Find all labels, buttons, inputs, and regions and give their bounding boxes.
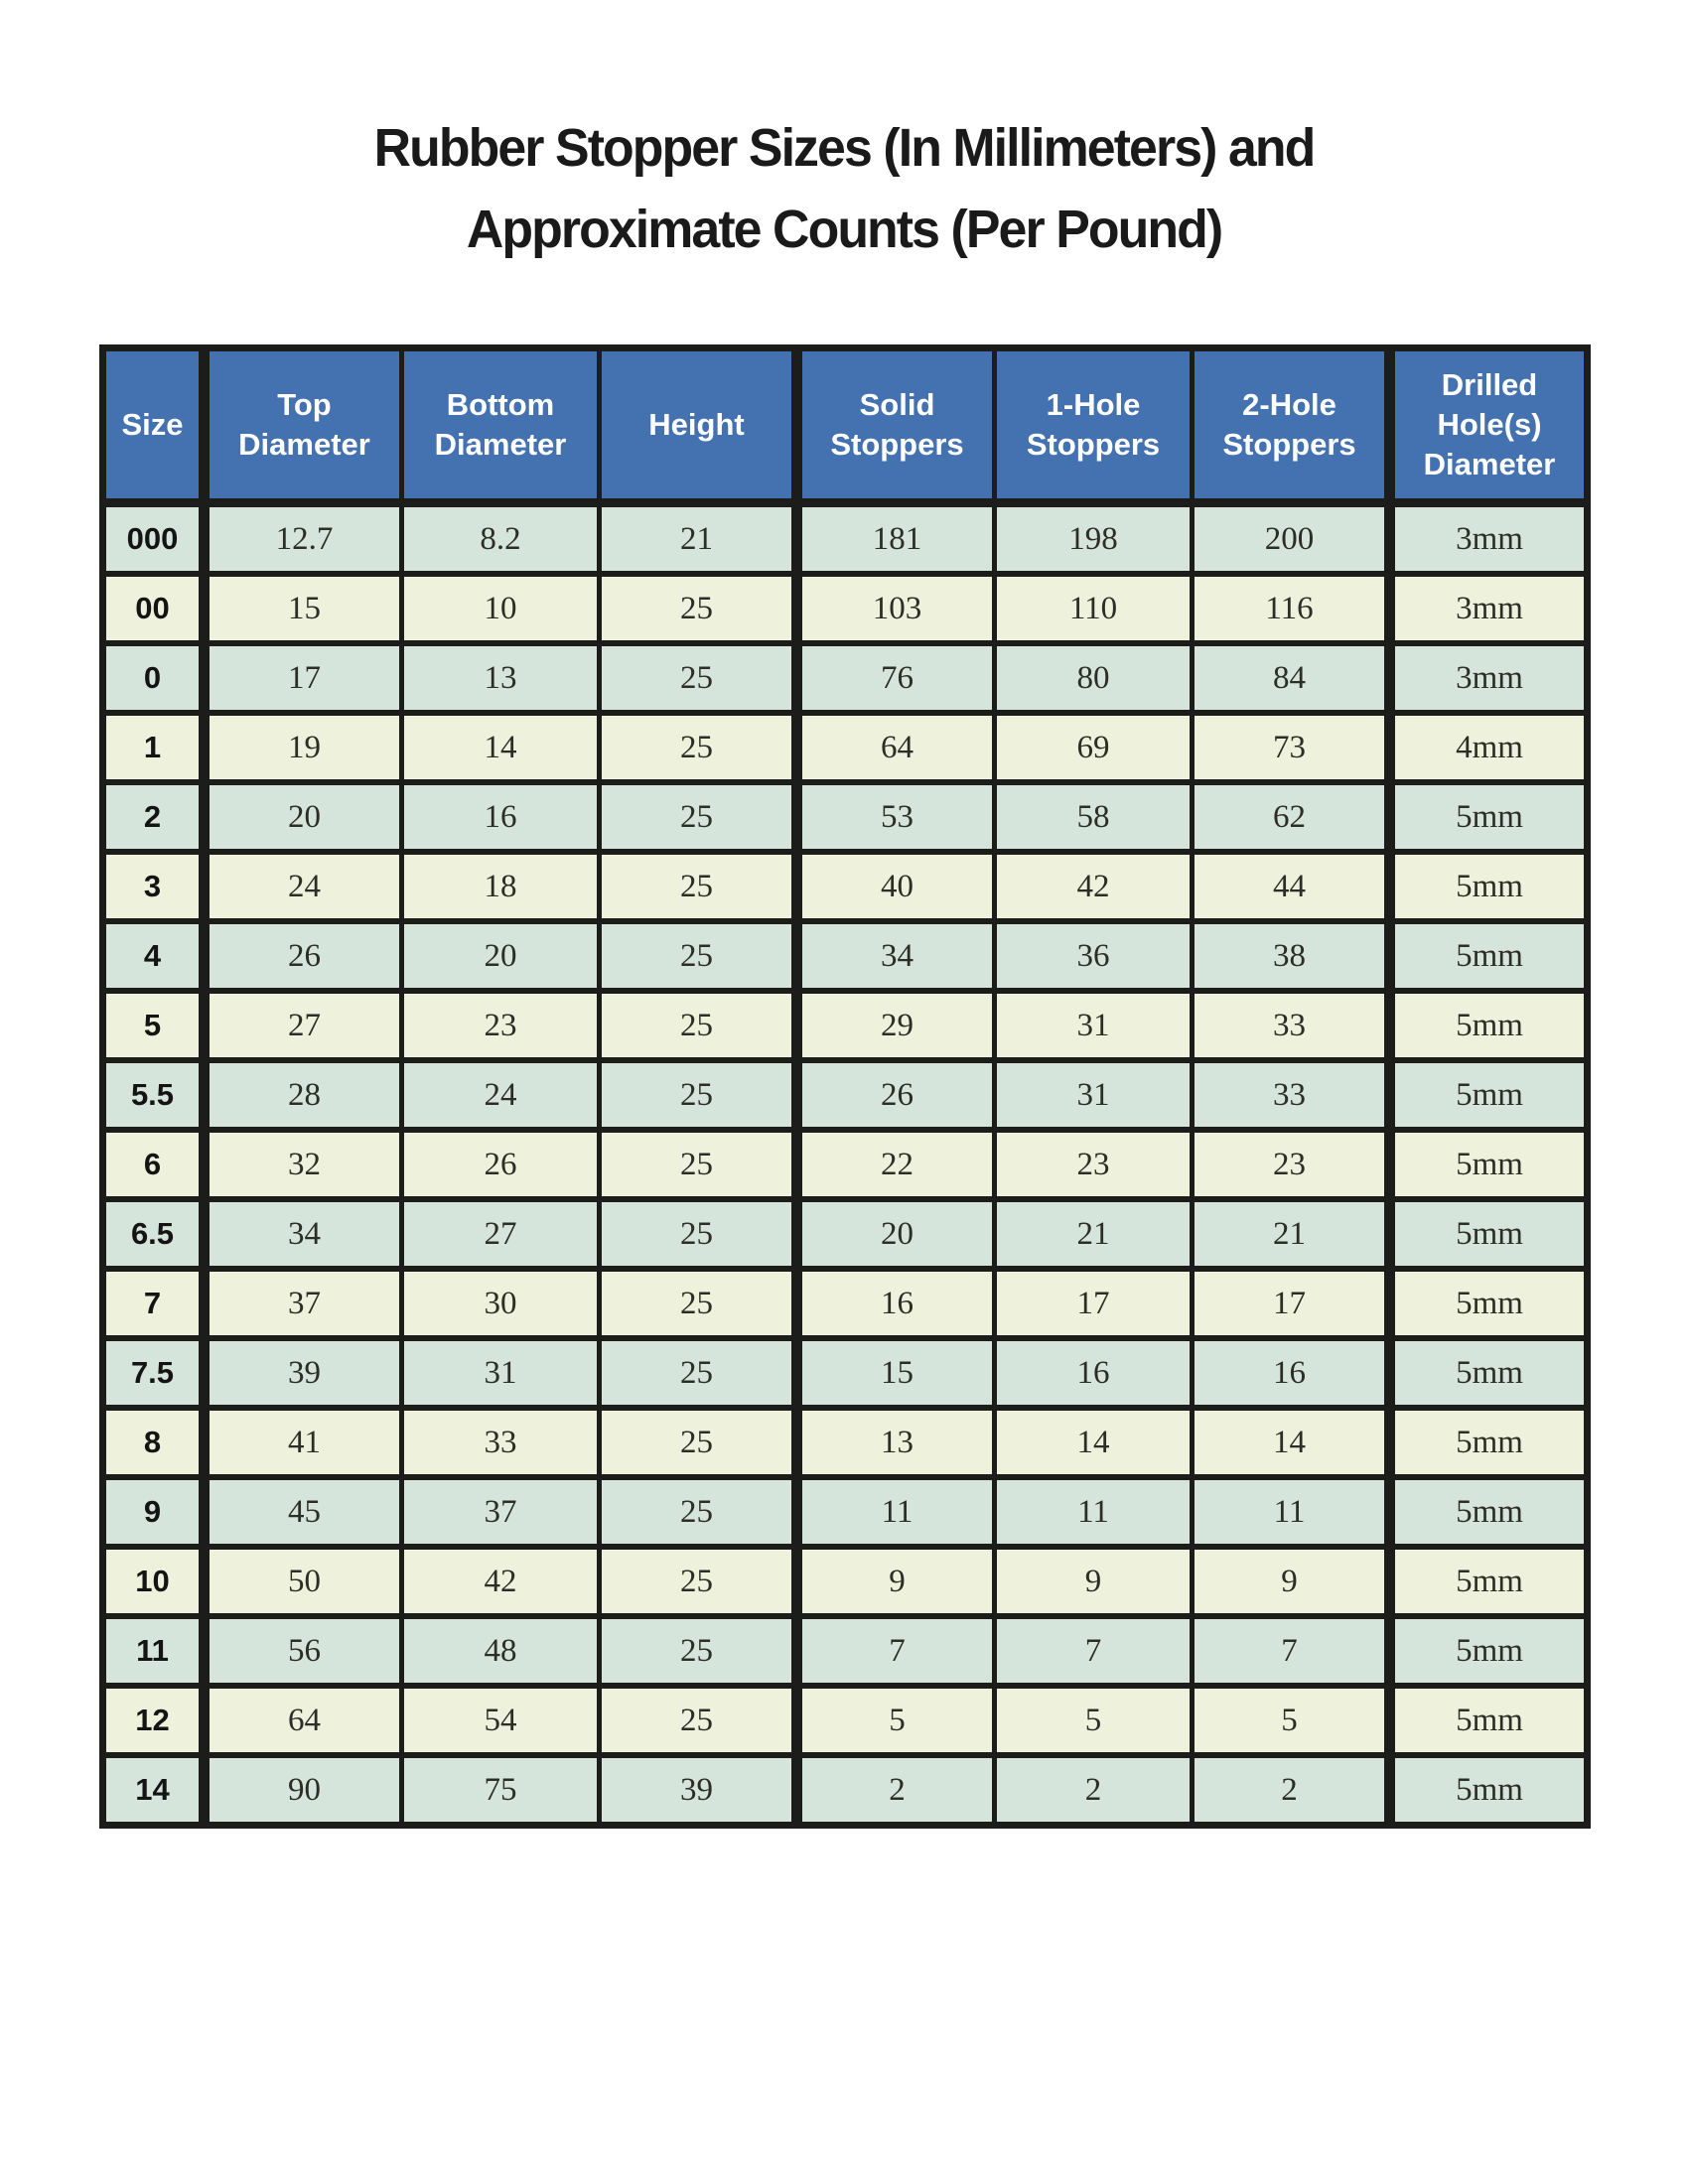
cell-two-hole-stoppers: 116 [1193, 574, 1390, 643]
cell-height: 25 [600, 1686, 797, 1755]
cell-one-hole-stoppers: 2 [995, 1755, 1193, 1826]
cell-top-diameter: 19 [205, 713, 402, 782]
cell-bottom-diameter: 14 [402, 713, 600, 782]
cell-one-hole-stoppers: 23 [995, 1130, 1193, 1199]
table-row [103, 1547, 1588, 1616]
cell-top-diameter: 90 [205, 1755, 402, 1826]
cell-solid-stoppers: 22 [797, 1130, 995, 1199]
cell-two-hole-stoppers: 11 [1193, 1477, 1390, 1547]
cell-solid-stoppers: 9 [797, 1547, 995, 1616]
table-row [103, 991, 1588, 1060]
cell-height: 25 [600, 1477, 797, 1547]
table-row [103, 643, 1588, 713]
cell-size: 12 [103, 1686, 205, 1755]
page-title-line-2: Approximate Counts (Per Pound) [466, 200, 1222, 259]
column-header-drilled-diameter: Drilled Hole(s) Diameter [1390, 348, 1588, 503]
cell-top-diameter: 17 [205, 643, 402, 713]
cell-drilled-diameter: 3mm [1390, 503, 1588, 575]
cell-two-hole-stoppers: 2 [1193, 1755, 1390, 1826]
cell-two-hole-stoppers: 5 [1193, 1686, 1390, 1755]
cell-size: 4 [103, 921, 205, 991]
cell-bottom-diameter: 54 [402, 1686, 600, 1755]
cell-height: 25 [600, 643, 797, 713]
cell-size: 0 [103, 643, 205, 713]
table-row [103, 921, 1588, 991]
cell-top-diameter: 12.7 [205, 503, 402, 575]
cell-solid-stoppers: 181 [797, 503, 995, 575]
cell-solid-stoppers: 15 [797, 1338, 995, 1408]
cell-one-hole-stoppers: 14 [995, 1408, 1193, 1477]
cell-bottom-diameter: 20 [402, 921, 600, 991]
cell-drilled-diameter: 5mm [1390, 1547, 1588, 1616]
column-header-top-diameter: Top Diameter [205, 348, 402, 503]
table-row [103, 713, 1588, 782]
table-row [103, 1269, 1588, 1338]
cell-two-hole-stoppers: 44 [1193, 852, 1390, 921]
table-row [103, 1408, 1588, 1477]
cell-drilled-diameter: 5mm [1390, 1199, 1588, 1269]
cell-height: 39 [600, 1755, 797, 1826]
cell-drilled-diameter: 5mm [1390, 1477, 1588, 1547]
cell-drilled-diameter: 3mm [1390, 643, 1588, 713]
column-header-one-hole-stoppers: 1-Hole Stoppers [995, 348, 1193, 503]
cell-bottom-diameter: 48 [402, 1616, 600, 1686]
cell-top-diameter: 20 [205, 782, 402, 852]
cell-drilled-diameter: 5mm [1390, 1269, 1588, 1338]
cell-size: 10 [103, 1547, 205, 1616]
cell-height: 21 [600, 503, 797, 575]
cell-two-hole-stoppers: 84 [1193, 643, 1390, 713]
cell-two-hole-stoppers: 38 [1193, 921, 1390, 991]
cell-height: 25 [600, 852, 797, 921]
table-row [103, 503, 1588, 575]
cell-height: 25 [600, 1547, 797, 1616]
cell-size: 5 [103, 991, 205, 1060]
cell-size: 9 [103, 1477, 205, 1547]
table-row [103, 574, 1588, 643]
stopper-size-table [99, 344, 1591, 1829]
table-row [103, 1755, 1588, 1826]
cell-solid-stoppers: 5 [797, 1686, 995, 1755]
cell-drilled-diameter: 5mm [1390, 1338, 1588, 1408]
cell-size: 7 [103, 1269, 205, 1338]
cell-top-diameter: 45 [205, 1477, 402, 1547]
table-row [103, 1477, 1588, 1547]
cell-size: 14 [103, 1755, 205, 1826]
page-title-line-1: Rubber Stopper Sizes (In Millimeters) and [373, 118, 1315, 178]
cell-two-hole-stoppers: 16 [1193, 1338, 1390, 1408]
cell-two-hole-stoppers: 200 [1193, 503, 1390, 575]
table-header-row [103, 348, 1588, 503]
cell-solid-stoppers: 64 [797, 713, 995, 782]
page-title [34, 107, 1654, 270]
cell-size: 7.5 [103, 1338, 205, 1408]
cell-top-diameter: 37 [205, 1269, 402, 1338]
column-header-two-hole-stoppers: 2-Hole Stoppers [1193, 348, 1390, 503]
cell-one-hole-stoppers: 9 [995, 1547, 1193, 1616]
cell-height: 25 [600, 1338, 797, 1408]
cell-top-diameter: 41 [205, 1408, 402, 1477]
cell-top-diameter: 24 [205, 852, 402, 921]
cell-size: 6.5 [103, 1199, 205, 1269]
cell-bottom-diameter: 27 [402, 1199, 600, 1269]
cell-height: 25 [600, 1130, 797, 1199]
cell-bottom-diameter: 24 [402, 1060, 600, 1130]
cell-two-hole-stoppers: 23 [1193, 1130, 1390, 1199]
cell-top-diameter: 15 [205, 574, 402, 643]
cell-bottom-diameter: 42 [402, 1547, 600, 1616]
cell-height: 25 [600, 574, 797, 643]
cell-height: 25 [600, 1616, 797, 1686]
cell-solid-stoppers: 76 [797, 643, 995, 713]
table-row [103, 1338, 1588, 1408]
cell-size: 2 [103, 782, 205, 852]
cell-solid-stoppers: 26 [797, 1060, 995, 1130]
cell-size: 1 [103, 713, 205, 782]
column-header-solid-stoppers: Solid Stoppers [797, 348, 995, 503]
cell-one-hole-stoppers: 58 [995, 782, 1193, 852]
cell-two-hole-stoppers: 62 [1193, 782, 1390, 852]
cell-size: 3 [103, 852, 205, 921]
cell-drilled-diameter: 5mm [1390, 1686, 1588, 1755]
cell-solid-stoppers: 34 [797, 921, 995, 991]
cell-height: 25 [600, 713, 797, 782]
cell-solid-stoppers: 29 [797, 991, 995, 1060]
table-body [103, 503, 1588, 1826]
cell-height: 25 [600, 1060, 797, 1130]
cell-drilled-diameter: 5mm [1390, 852, 1588, 921]
cell-two-hole-stoppers: 9 [1193, 1547, 1390, 1616]
cell-solid-stoppers: 11 [797, 1477, 995, 1547]
cell-solid-stoppers: 16 [797, 1269, 995, 1338]
cell-top-diameter: 32 [205, 1130, 402, 1199]
cell-two-hole-stoppers: 17 [1193, 1269, 1390, 1338]
cell-two-hole-stoppers: 21 [1193, 1199, 1390, 1269]
cell-solid-stoppers: 20 [797, 1199, 995, 1269]
cell-drilled-diameter: 5mm [1390, 1130, 1588, 1199]
cell-solid-stoppers: 53 [797, 782, 995, 852]
cell-one-hole-stoppers: 17 [995, 1269, 1193, 1338]
cell-size: 8 [103, 1408, 205, 1477]
cell-size: 6 [103, 1130, 205, 1199]
cell-one-hole-stoppers: 21 [995, 1199, 1193, 1269]
cell-height: 25 [600, 991, 797, 1060]
cell-drilled-diameter: 5mm [1390, 1755, 1588, 1826]
table-row [103, 782, 1588, 852]
cell-size: 11 [103, 1616, 205, 1686]
cell-drilled-diameter: 5mm [1390, 991, 1588, 1060]
cell-one-hole-stoppers: 16 [995, 1338, 1193, 1408]
cell-solid-stoppers: 2 [797, 1755, 995, 1826]
cell-height: 25 [600, 782, 797, 852]
cell-drilled-diameter: 5mm [1390, 921, 1588, 991]
cell-bottom-diameter: 18 [402, 852, 600, 921]
table-row [103, 1616, 1588, 1686]
cell-one-hole-stoppers: 31 [995, 991, 1193, 1060]
column-header-bottom-diameter: Bottom Diameter [402, 348, 600, 503]
cell-one-hole-stoppers: 5 [995, 1686, 1193, 1755]
cell-bottom-diameter: 75 [402, 1755, 600, 1826]
cell-one-hole-stoppers: 80 [995, 643, 1193, 713]
cell-size: 00 [103, 574, 205, 643]
cell-bottom-diameter: 23 [402, 991, 600, 1060]
cell-size: 000 [103, 503, 205, 575]
cell-top-diameter: 27 [205, 991, 402, 1060]
cell-two-hole-stoppers: 33 [1193, 991, 1390, 1060]
cell-one-hole-stoppers: 110 [995, 574, 1193, 643]
cell-bottom-diameter: 30 [402, 1269, 600, 1338]
cell-top-diameter: 64 [205, 1686, 402, 1755]
cell-one-hole-stoppers: 11 [995, 1477, 1193, 1547]
cell-two-hole-stoppers: 7 [1193, 1616, 1390, 1686]
table-row [103, 852, 1588, 921]
cell-drilled-diameter: 3mm [1390, 574, 1588, 643]
cell-bottom-diameter: 26 [402, 1130, 600, 1199]
cell-drilled-diameter: 5mm [1390, 1060, 1588, 1130]
cell-top-diameter: 56 [205, 1616, 402, 1686]
cell-solid-stoppers: 7 [797, 1616, 995, 1686]
cell-size: 5.5 [103, 1060, 205, 1130]
cell-bottom-diameter: 13 [402, 643, 600, 713]
cell-bottom-diameter: 33 [402, 1408, 600, 1477]
cell-height: 25 [600, 1269, 797, 1338]
cell-one-hole-stoppers: 42 [995, 852, 1193, 921]
cell-top-diameter: 26 [205, 921, 402, 991]
column-header-size: Size [103, 348, 205, 503]
cell-bottom-diameter: 8.2 [402, 503, 600, 575]
cell-top-diameter: 39 [205, 1338, 402, 1408]
cell-two-hole-stoppers: 33 [1193, 1060, 1390, 1130]
cell-drilled-diameter: 5mm [1390, 1616, 1588, 1686]
cell-height: 25 [600, 1199, 797, 1269]
cell-bottom-diameter: 31 [402, 1338, 600, 1408]
cell-bottom-diameter: 16 [402, 782, 600, 852]
cell-drilled-diameter: 5mm [1390, 782, 1588, 852]
cell-two-hole-stoppers: 73 [1193, 713, 1390, 782]
table-row [103, 1199, 1588, 1269]
cell-drilled-diameter: 4mm [1390, 713, 1588, 782]
table-row [103, 1060, 1588, 1130]
cell-drilled-diameter: 5mm [1390, 1408, 1588, 1477]
cell-height: 25 [600, 921, 797, 991]
table-row [103, 1686, 1588, 1755]
cell-top-diameter: 50 [205, 1547, 402, 1616]
cell-one-hole-stoppers: 198 [995, 503, 1193, 575]
cell-one-hole-stoppers: 69 [995, 713, 1193, 782]
cell-one-hole-stoppers: 36 [995, 921, 1193, 991]
cell-height: 25 [600, 1408, 797, 1477]
table-row [103, 1130, 1588, 1199]
cell-solid-stoppers: 103 [797, 574, 995, 643]
cell-one-hole-stoppers: 7 [995, 1616, 1193, 1686]
cell-top-diameter: 28 [205, 1060, 402, 1130]
column-header-height: Height [600, 348, 797, 503]
cell-bottom-diameter: 10 [402, 574, 600, 643]
cell-two-hole-stoppers: 14 [1193, 1408, 1390, 1477]
cell-top-diameter: 34 [205, 1199, 402, 1269]
cell-solid-stoppers: 40 [797, 852, 995, 921]
cell-one-hole-stoppers: 31 [995, 1060, 1193, 1130]
cell-solid-stoppers: 13 [797, 1408, 995, 1477]
cell-bottom-diameter: 37 [402, 1477, 600, 1547]
